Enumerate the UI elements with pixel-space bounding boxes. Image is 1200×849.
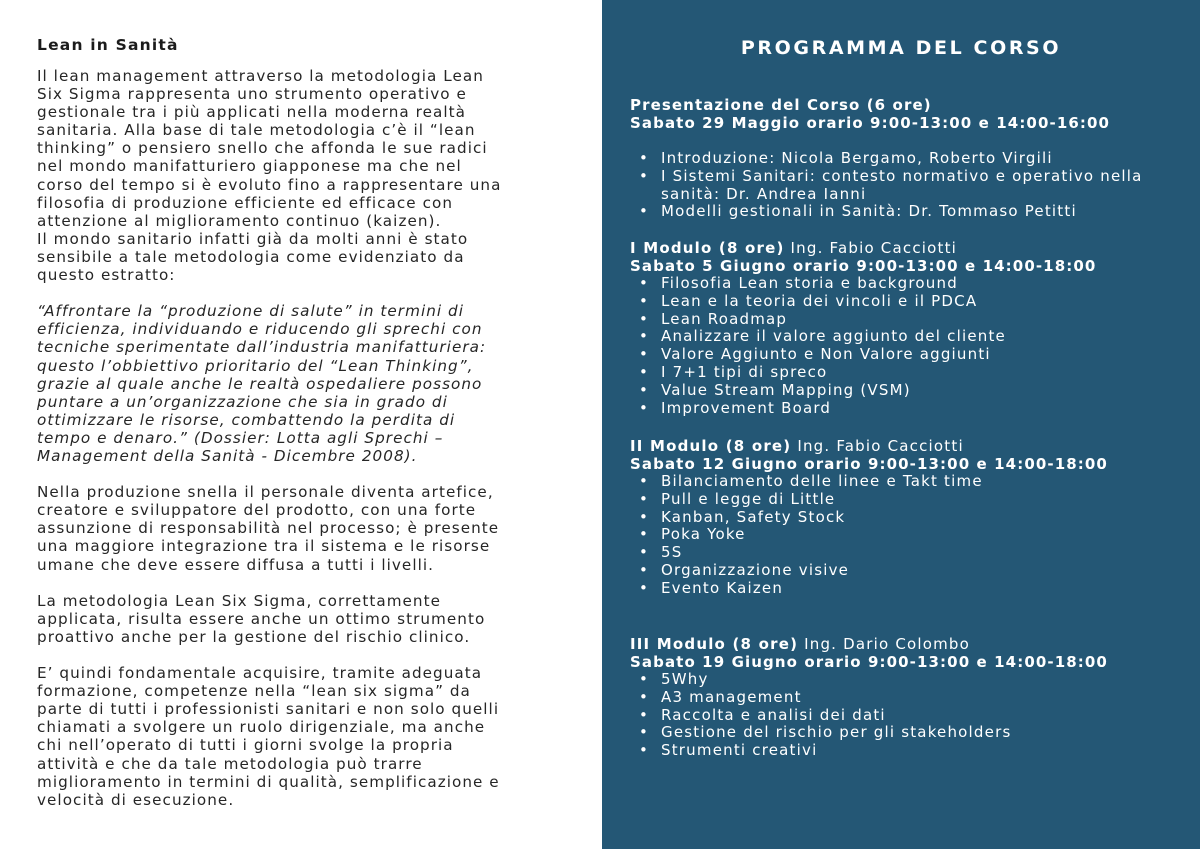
list-item: • Value Stream Mapping (VSM) bbox=[661, 382, 1096, 400]
list-item: • Strumenti creativi bbox=[661, 742, 1108, 760]
text-line: corso del tempo si è evoluto fino a rappresentare una bbox=[37, 175, 502, 194]
module-heading-line bbox=[630, 635, 1108, 653]
module-heading-line bbox=[630, 437, 1108, 455]
text-line: questo estratto: bbox=[37, 266, 176, 285]
left-content bbox=[37, 36, 567, 809]
text-line: chi nell’operato di tutti i giorni svolge la propria bbox=[37, 736, 454, 755]
intro-date: Sabato 29 Maggio orario 9:00-13:00 e 14:00-16:00 bbox=[630, 114, 1111, 132]
text-line: filosofia di produzione efficiente ed efficace con bbox=[37, 193, 453, 212]
intro-heading: Presentazione del Corso (6 ore) bbox=[630, 96, 932, 114]
module-date: Sabato 19 Giugno orario 9:00-13:00 e 14:00-18:00 bbox=[630, 653, 1108, 671]
quote-line: questo l’obbiettivo prioritario del “Lean Thinking”, bbox=[37, 356, 474, 375]
module-date: Sabato 12 Giugno orario 9:00-13:00 e 14:00-18:00 bbox=[630, 455, 1108, 473]
quote-line: ottimizzare le risorse, combattendo la perdita di bbox=[37, 410, 456, 429]
list-item: • Valore Aggiunto e Non Valore aggiunti bbox=[661, 346, 1096, 364]
text-line: miglioramento in termini di qualità, semplificazione e bbox=[37, 772, 500, 791]
text-line: chiamati a svolgere un ruolo dirigenziale, ma anche bbox=[37, 718, 486, 737]
text-line: gestionale tra i più applicati nella moderna realtà bbox=[37, 103, 467, 122]
list-item: • Gestione del rischio per gli stakeholders bbox=[661, 724, 1108, 742]
list-item: • A3 management bbox=[661, 689, 1108, 707]
text-line: umane che deve essere diffusa a tutti i livelli. bbox=[37, 555, 435, 574]
quote-line: efficienza, individuando e riducendo gli sprechi con bbox=[37, 320, 483, 339]
list-item: • 5S bbox=[661, 544, 1108, 562]
quote-line: tecniche sperimentate dall’industria manifatturiera: bbox=[37, 338, 487, 357]
module-teacher: Ing. Fabio Cacciotti bbox=[790, 239, 958, 257]
right-page bbox=[602, 0, 1200, 849]
module-topics-list bbox=[630, 275, 1096, 417]
list-item: • I 7+1 tipi di spreco bbox=[661, 364, 1096, 382]
list-item: • I Sistemi Sanitari: contesto normativo e operativo nella sanità: Dr. Andrea Ianni bbox=[661, 168, 1190, 204]
text-line: La metodologia Lean Six Sigma, correttamente bbox=[37, 591, 442, 610]
text-line: parte di tutti i professionisti sanitari e non solo quelli bbox=[37, 700, 500, 719]
module-date: Sabato 5 Giugno orario 9:00-13:00 e 14:00-18:00 bbox=[630, 257, 1097, 275]
paragraph-gap bbox=[37, 574, 567, 592]
module-heading: III Modulo (8 ore) bbox=[630, 635, 799, 653]
list-item: • Evento Kaizen bbox=[661, 580, 1108, 598]
module-heading-line bbox=[630, 239, 1096, 257]
list-item: • Kanban, Safety Stock bbox=[661, 509, 1108, 527]
text-line: creatore e sviluppatore del prodotto, con una forte bbox=[37, 501, 477, 520]
list-item: • Lean Roadmap bbox=[661, 311, 1096, 329]
text-line: Il lean management attraverso la metodologia Lean bbox=[37, 67, 484, 85]
text-line: assunzione di responsabilità nel processo; è presente bbox=[37, 519, 500, 538]
text-line: nel mondo manifatturiero giapponese ma che nel bbox=[37, 157, 462, 176]
list-item: • Improvement Board bbox=[661, 400, 1096, 418]
module-2-section bbox=[630, 437, 1108, 598]
module-3-section bbox=[630, 635, 1108, 760]
quote-line: “Affrontare la “produzione di salute” in termini di bbox=[37, 302, 464, 321]
paragraph-gap bbox=[37, 465, 567, 483]
list-item: • 5Why bbox=[661, 671, 1108, 689]
text-line: proattivo anche per la gestione del rischio clinico. bbox=[37, 627, 471, 646]
paragraph-gap bbox=[37, 646, 567, 664]
intro-section bbox=[630, 96, 1190, 221]
list-item: • Poka Yoke bbox=[661, 526, 1108, 544]
body-text bbox=[37, 67, 567, 809]
text-line: attività e che da tale metodologia può trarre bbox=[37, 754, 423, 773]
text-line: applicata, risulta essere anche un ottimo strumento bbox=[37, 609, 486, 628]
intro-topics-list bbox=[630, 150, 1190, 221]
module-teacher: Ing. Dario Colombo bbox=[804, 635, 971, 653]
list-item: • Bilanciamento delle linee e Takt time bbox=[661, 473, 1108, 491]
text-line: Nella produzione snella il personale diventa artefice, bbox=[37, 483, 494, 502]
text-line: sensibile a tale metodologia come evidenziato da bbox=[37, 247, 465, 266]
text-line: Six Sigma rappresenta uno strumento operativo e bbox=[37, 85, 467, 104]
module-1-section bbox=[630, 239, 1096, 417]
list-item: • Organizzazione visive bbox=[661, 562, 1108, 580]
list-item: • Lean e la teoria dei vincoli e il PDCA bbox=[661, 293, 1096, 311]
text-line: velocità di esecuzione. bbox=[37, 790, 235, 809]
text-line: una maggiore integrazione tra il sistema e le risorse bbox=[37, 537, 491, 556]
quote-line: grazie al quale anche le realtà ospedaliere possono bbox=[37, 374, 483, 393]
section-heading: Lean in Sanità bbox=[37, 36, 179, 54]
list-item: • Modelli gestionali in Sanità: Dr. Tommaso Petitti bbox=[661, 203, 1190, 221]
list-item: • Pull e legge di Little bbox=[661, 491, 1108, 509]
program-title: PROGRAMMA DEL CORSO bbox=[740, 37, 1062, 59]
list-item: • Raccolta e analisi dei dati bbox=[661, 707, 1108, 725]
list-item: • Filosofia Lean storia e background bbox=[661, 275, 1096, 293]
module-heading: I Modulo (8 ore) bbox=[630, 239, 785, 257]
list-item: • Analizzare il valore aggiunto del cliente bbox=[661, 328, 1096, 346]
paragraph-gap bbox=[37, 284, 567, 302]
list-item: • Introduzione: Nicola Bergamo, Roberto Virgili bbox=[661, 150, 1190, 168]
module-topics-list bbox=[630, 671, 1108, 760]
text-line: attenzione al miglioramento continuo (kaizen). bbox=[37, 211, 442, 230]
quote-line: tempo e denaro.” (Dossier: Lotta agli Sprechi – bbox=[37, 428, 444, 447]
quote-line: Management della Sanità - Dicembre 2008). bbox=[37, 446, 418, 465]
text-line: sanitaria. Alla base di tale metodologia c’è il “lean bbox=[37, 121, 476, 140]
text-line: E’ quindi fondamentale acquisire, tramite adeguata bbox=[37, 664, 483, 683]
module-teacher: Ing. Fabio Cacciotti bbox=[797, 437, 964, 455]
text-line: thinking” o pensiero snello che affonda le sue radici bbox=[37, 139, 488, 158]
text-line: formazione, competenze nella “lean six sigma” da bbox=[37, 682, 471, 701]
text-line: Il mondo sanitario infatti già da molti anni è stato bbox=[37, 229, 469, 248]
module-heading: II Modulo (8 ore) bbox=[630, 437, 792, 455]
quote-line: puntare a un’organizzazione che sia in grado di bbox=[37, 392, 448, 411]
module-topics-list bbox=[630, 473, 1108, 598]
